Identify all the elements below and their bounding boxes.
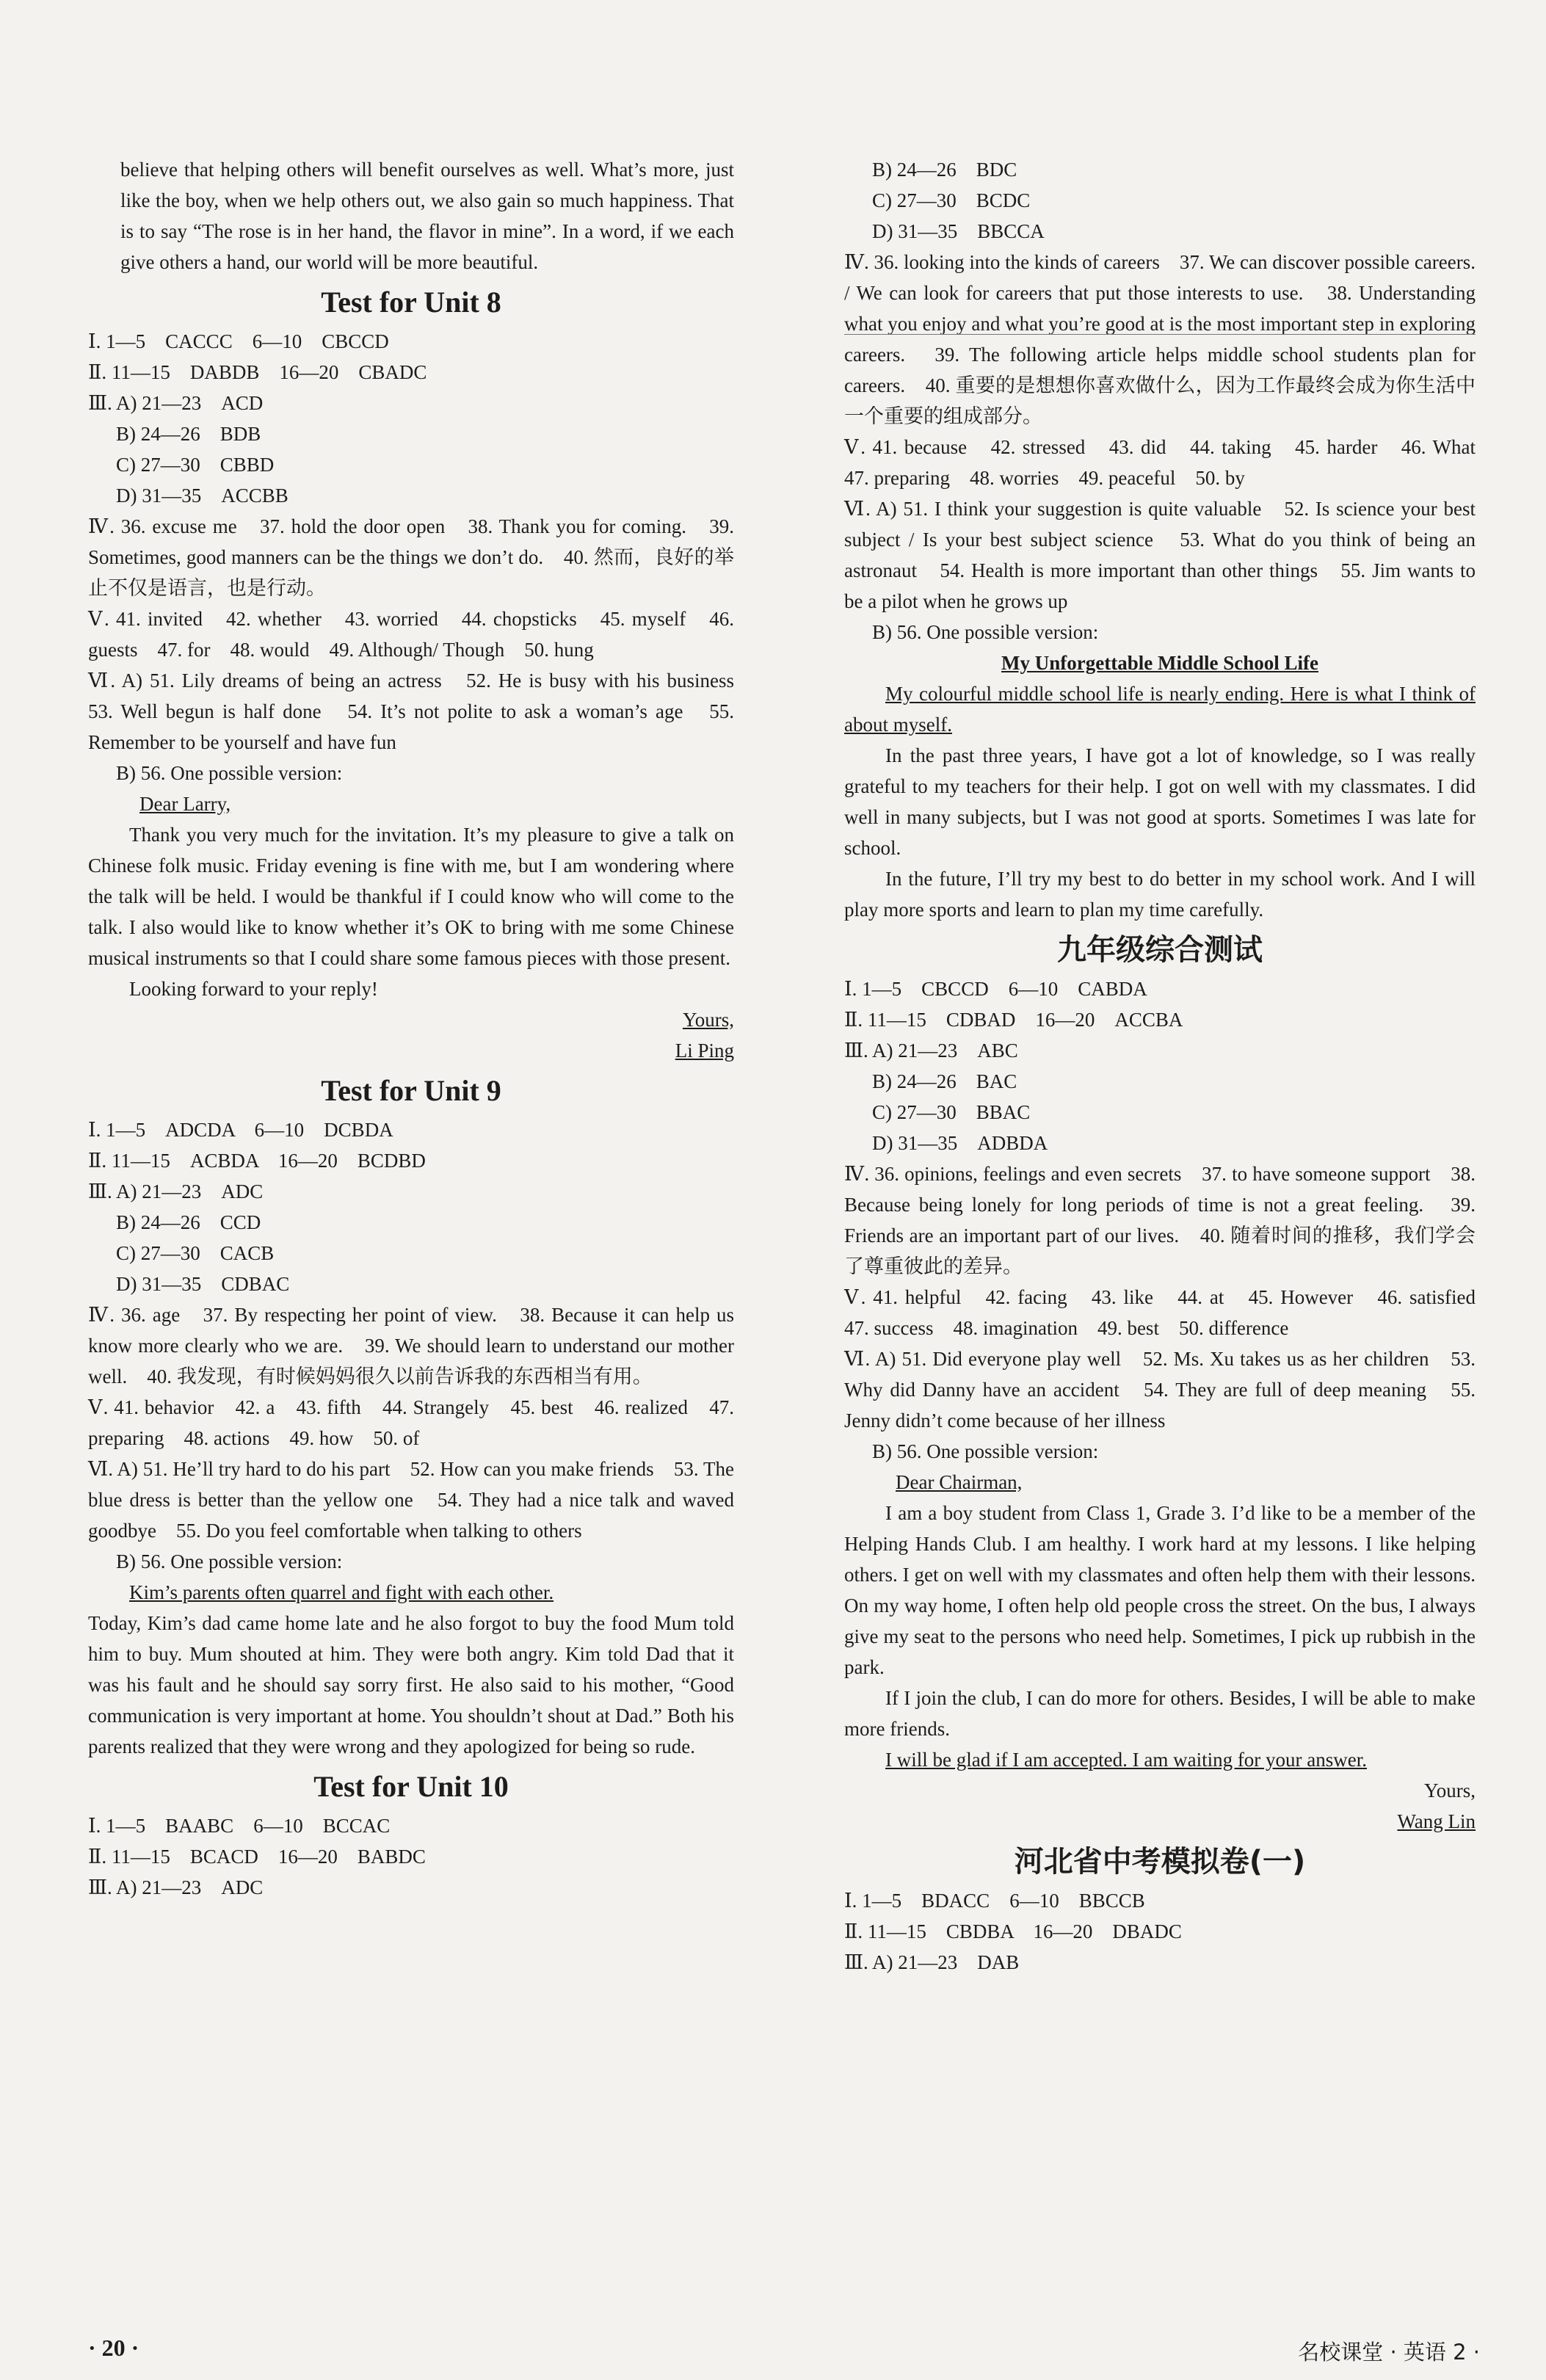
answer-line: Wang Lin: [1397, 1810, 1476, 1832]
left-column: [88, 154, 754, 1903]
answer-line: My Unforgettable Middle School Life: [1001, 652, 1318, 674]
answer-line: Yours,: [1423, 1779, 1476, 1802]
answer-line: Dear Chairman,: [896, 1471, 1023, 1493]
answer-line: Ⅵ. A) 51. Did everyone play well 52. Ms. Xu takes us as her children 53. Why did Danny have an accident 54. They are full of deep meaning 55. Jenny didn’t come because of her illness: [844, 1348, 1476, 1432]
answer-line: Ⅳ. 36. looking into the kinds of careers 37. We can discover possible careers. / We can look for careers that put those interests to use. 38. Understanding what you enjoy and what you’re good at is the most important step in exploring careers. 39. The following article helps middle school students plan for careers. 40. 重要的是想想你喜欢做什么，因为工作最终会成为你生活中一个重要的组成部分。: [844, 251, 1476, 427]
answer-line: B) 56. One possible version:: [872, 621, 1099, 643]
answer-line: B) 24—26 BDC: [872, 159, 1017, 181]
answer-line: Li Ping: [675, 1040, 734, 1062]
answer-line: B) 56. One possible version:: [872, 1440, 1099, 1462]
answer-line: In the future, I’ll try my best to do better in my school work. And I will play more sports and learn to plan my time carefully.: [844, 868, 1476, 921]
answer-line: I am a boy student from Class 1, Grade 3. I’d like to be a member of the Helping Hands Club. I am healthy. I work hard at my lessons. I like helping others. I get on well with my classmates and often help them with their lessons. On my way home, I often help old people cross the street. On the bus, I always give my seat to the persons who need help. Sometimes, I pick up rubbish in the park.: [844, 1502, 1476, 1678]
answer-line: C) 27—30 BCDC: [872, 189, 1031, 211]
answer-line: B) 56. One possible version:: [116, 762, 343, 784]
answer-line: C) 27—30 CBBD: [116, 454, 275, 476]
answer-line: Ⅳ. 36. opinions, feelings and even secrets 37. to have someone support 38. Because being lonely for long periods of time is not a great feeling. 39. Friends are an important part of our lives. 40. 随着时间的推移，我们学会了尊重彼此的差异。: [844, 1163, 1476, 1277]
answer-line: believe that helping others will benefit ourselves as well. What’s more, just like the boy, when we help others out, we also gain so much happiness. That is to say “The rose is in her hand, the flavor in mine”. In a word, if we each give others a hand, our world will be more beautiful.: [120, 159, 734, 273]
answer-line: Ⅵ. A) 51. I think your suggestion is quite valuable 52. Is science your best subject / Is your best subject science 53. What do you think of being an astronaut 54. Health is more important than other things 55. Jim wants to be a pilot when he grows up: [844, 498, 1476, 612]
answer-line: Ⅰ. 1—5 CBCCD 6—10 CABDA: [844, 978, 1147, 1000]
answer-line: Ⅰ. 1—5 BAABC 6—10 BCCAC: [88, 1815, 391, 1837]
answer-line: I will be glad if I am accepted. I am waiting for your answer.: [885, 1749, 1368, 1771]
answer-line: Ⅲ. A) 21—23 ADC: [88, 1876, 264, 1898]
answer-line: C) 27—30 BBAC: [872, 1101, 1031, 1123]
section-heading: Test for Unit 8: [321, 286, 501, 319]
running-title: 名校课堂 · 英语 2 ·: [1298, 2340, 1480, 2365]
answer-line: Thank you very much for the invitation. It’s my pleasure to give a talk on Chinese folk music. Friday evening is fine with me, but I am wondering where the talk will be held. I would be thankful if I could know who will come to the talk. I also would like to know whether it’s OK to bring with me some Chinese musical instruments so that I could share some famous pieces with those present.: [88, 824, 734, 969]
answer-line: Ⅰ. 1—5 ADCDA 6—10 DCBDA: [88, 1119, 393, 1141]
answer-line: Ⅱ. 11—15 BCACD 16—20 BABDC: [88, 1846, 426, 1868]
section-heading: Test for Unit 9: [321, 1074, 501, 1107]
answer-line: Ⅵ. A) 51. Lily dreams of being an actress 52. He is busy with his business 53. Well begun is half done 54. It’s not polite to ask a woman’s age 55. Remember to be yourself and have fun: [88, 670, 754, 753]
answer-line: Ⅴ. 41. helpful 42. facing 43. like 44. at 45. However 46. satisfied 47. success 48. imagination 49. best 50. difference: [844, 1286, 1495, 1339]
section-heading: 九年级综合测试: [1057, 933, 1263, 967]
answer-line: Ⅱ. 11—15 ACBDA 16—20 BCDBD: [88, 1150, 426, 1172]
section-heading: 河北省中考模拟卷(一): [1014, 1845, 1306, 1879]
answer-line: Ⅰ. 1—5 BDACC 6—10 BBCCB: [844, 1890, 1145, 1912]
answer-line: Ⅱ. 11—15 DABDB 16—20 CBADC: [88, 361, 427, 383]
answer-line: D) 31—35 ACCBB: [116, 485, 288, 507]
right-column: [844, 154, 1495, 1978]
answer-line: Ⅲ. A) 21—23 DAB: [844, 1951, 1020, 1973]
divider-line: [844, 334, 1476, 335]
answer-line: B) 24—26 BDB: [116, 423, 261, 445]
answer-line: B) 56. One possible version:: [116, 1550, 343, 1572]
answer-line: Ⅱ. 11—15 CDBAD 16—20 ACCBA: [844, 1009, 1183, 1031]
answer-line: Ⅴ. 41. invited 42. whether 43. worried 44. chopsticks 45. myself 46. guests 47. for 48. would 49. Although/ Though 50. hung: [88, 608, 734, 661]
answer-line: Ⅴ. 41. behavior 42. a 43. fifth 44. Strangely 45. best 46. realized 47. preparing 48. actions 49. how 50. of: [88, 1396, 734, 1449]
answer-line: Ⅲ. A) 21—23 ACD: [88, 392, 264, 414]
answer-line: My colourful middle school life is nearly ending. Here is what I think of about myself.: [844, 683, 1476, 736]
answer-line: Dear Larry,: [139, 793, 231, 815]
answer-line: Ⅲ. A) 21—23 ADC: [88, 1180, 264, 1202]
answer-line: C) 27—30 CACB: [116, 1242, 275, 1264]
answer-line: D) 31—35 CDBAC: [116, 1273, 290, 1295]
answer-line: B) 24—26 CCD: [116, 1211, 261, 1233]
answer-line: Kim’s parents often quarrel and fight with each other.: [129, 1581, 554, 1603]
answer-line: Ⅰ. 1—5 CACCC 6—10 CBCCD: [88, 330, 389, 352]
answer-line: D) 31—35 ADBDA: [872, 1132, 1048, 1154]
answer-line: Ⅱ. 11—15 CBDBA 16—20 DBADC: [844, 1920, 1182, 1942]
answer-line: Yours,: [682, 1009, 734, 1031]
answer-line: Ⅵ. A) 51. He’ll try hard to do his part 52. How can you make friends 53. The blue dress is better than the yellow one 54. They had a nice talk and waved goodbye 55. Do you feel comfortable when talking to others: [88, 1458, 734, 1542]
answer-line: Ⅴ. 41. because 42. stressed 43. did 44. taking 45. harder 46. What 47. preparing 48. worries 49. peaceful 50. by: [844, 436, 1495, 489]
page-number: · 20 ·: [88, 2334, 139, 2361]
answer-line: Today, Kim’s dad came home late and he also forgot to buy the food Mum told him to buy. Mum shouted at him. They were both angry. Kim told Dad that it was his fault and he should say sorry first. He also said to his mother, “Good communication is very important at home. You shouldn’t shout at Dad.” Both his parents realized that they were wrong and they apologized for being so rude.: [88, 1612, 734, 1757]
answer-line: If I join the club, I can do more for others. Besides, I will be able to make more friends.: [844, 1687, 1476, 1740]
answer-line: Ⅲ. A) 21—23 ABC: [844, 1040, 1018, 1062]
answer-line: D) 31—35 BBCCA: [872, 220, 1045, 242]
answer-line: B) 24—26 BAC: [872, 1070, 1017, 1092]
answer-line: In the past three years, I have got a lot of knowledge, so I was really grateful to my teachers for their help. I got on well with my classmates. I did well in many subjects, but I was not good at sports. Sometimes I was late for school.: [844, 744, 1476, 859]
answer-line: Ⅳ. 36. age 37. By respecting her point of view. 38. Because it can help us know more clearly who we are. 39. We should learn to understand our mother well. 40. 我发现，有时候妈妈很久以前告诉我的东西相当有用。: [88, 1304, 734, 1387]
answer-line: Looking forward to your reply!: [129, 978, 378, 1000]
section-heading: Test for Unit 10: [313, 1770, 509, 1803]
answer-line: Ⅳ. 36. excuse me 37. hold the door open 38. Thank you for coming. 39. Sometimes, good manners can be the things we don’t do. 40. 然而，良好的举止不仅是语言，也是行动。: [88, 515, 734, 599]
